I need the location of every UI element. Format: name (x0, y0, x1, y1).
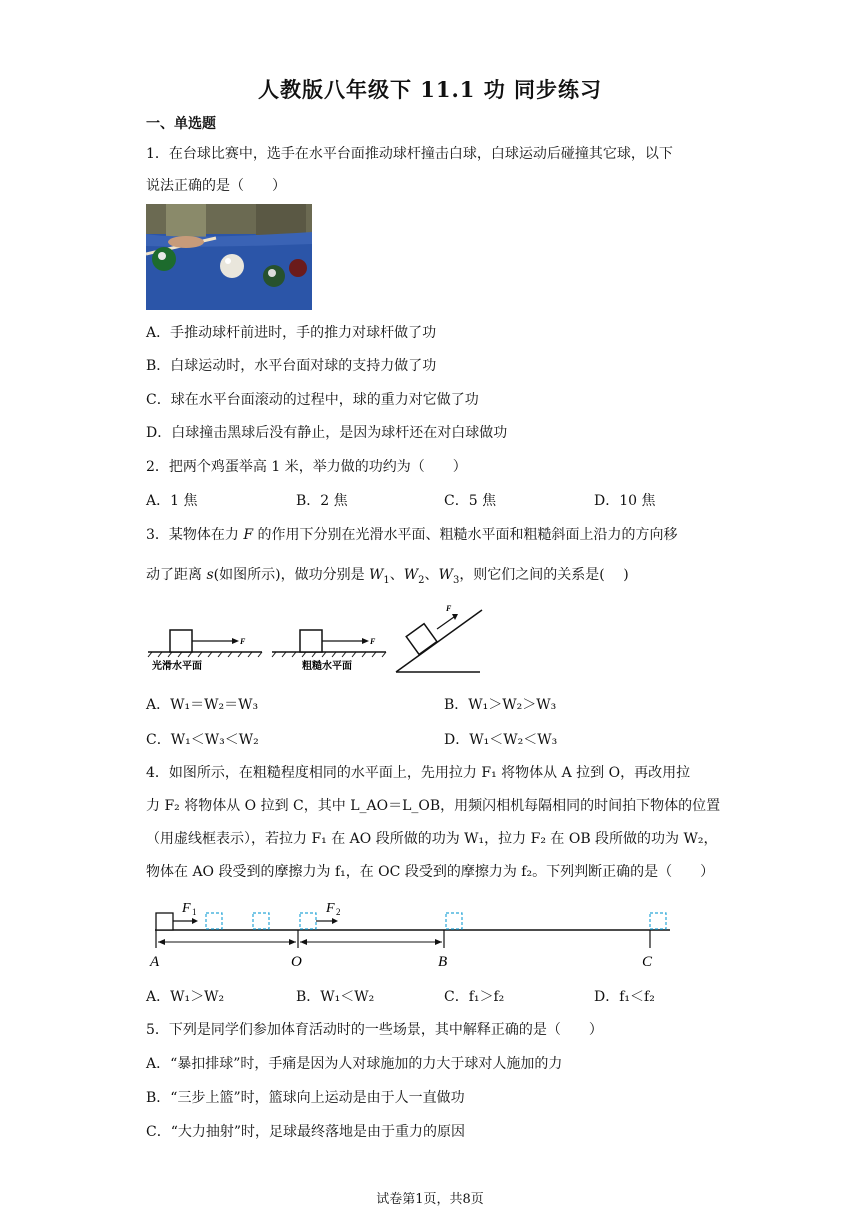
q3-label-rough: 粗糙水平面 (302, 661, 352, 672)
q1-option-d: D．白球撞击黑球后没有静止，是因为球杆还在对白球做功 (146, 425, 508, 441)
q3-force-label-3: F (446, 604, 452, 613)
q1-option-b: B．白球运动时，水平台面对球的支持力做了功 (146, 358, 437, 374)
svg-text:2: 2 (336, 907, 341, 917)
q1-option-c: C．球在水平台面滚动的过程中，球的重力对它做了功 (146, 392, 479, 408)
question-4-line-1: 4．如图所示，在粗糙程度相同的水平面上，先用拉力 F₁ 将物体从 A 拉到 O，再改用拉 (146, 765, 691, 781)
q5-option-b: B．“三步上篮”时，篮球向上运动是由于人一直做功 (146, 1090, 465, 1106)
q4-point-a: A (150, 954, 160, 970)
question-3-line-2: 动了距离 s(如图所示)，做功分别是 $W_1$、$W_2$、$W_3$，则它们之间的关系是( ) (146, 567, 629, 586)
section-heading: 一、单选题 (146, 116, 216, 132)
q4-option-c: C．f₁＞f₂ (444, 989, 505, 1005)
q1-option-a: A．手推动球杆前进时，手的推力对球杆做了功 (146, 325, 437, 341)
q4-option-a: A．W₁＞W₂ (146, 989, 225, 1005)
svg-text:1: 1 (192, 907, 197, 917)
billiards-photo (146, 204, 312, 310)
question-1-line-2: 说法正确的是（ ） (146, 178, 286, 194)
q2-option-a: A．1 焦 (146, 493, 198, 509)
q3-diagram (140, 598, 490, 678)
question-1-line-1: 1．在台球比赛中，选手在水平台面推动球杆撞击白球，白球运动后碰撞其它球，以下 (146, 146, 673, 162)
q4-point-o: O (291, 954, 302, 970)
q3-force-symbol: F (243, 527, 254, 543)
question-3-line-1: 3．某物体在力 F 的作用下分别在光滑水平面、粗糙水平面和粗糙斜面上沿力的方向移 (146, 527, 678, 543)
q5-option-a: A．“暴扣排球”时，手痛是因为人对球施加的力大于球对人施加的力 (146, 1056, 563, 1072)
question-2: 2．把两个鸡蛋举高 1 米，举力做的功约为（ ） (146, 459, 467, 475)
q3-force-label-2: F (370, 637, 376, 646)
page-footer: 试卷第1页，共8页 (376, 1192, 484, 1207)
question-4-line-2: 力 F₂ 将物体从 O 拉到 C，其中 L_AO＝L_OB，用频闪相机每隔相同的时间拍下物体的位置 (146, 798, 721, 814)
q4-point-b: B (438, 954, 448, 970)
question-4-line-3: （用虚线框表示），若拉力 F₁ 在 AO 段所做的功为 W₁，拉力 F₂ 在 OB 段所做的功为 W₂， (146, 831, 718, 847)
q5-option-c: C．“大力抽射”时，足球最终落地是由于重力的原因 (146, 1124, 466, 1140)
q4-option-b: B．W₁＜W₂ (296, 989, 375, 1005)
q2-option-d: D．10 焦 (594, 493, 656, 509)
q4-diagram (140, 898, 680, 974)
page-title: 人教版八年级下 11.1 功 同步练习 (257, 77, 603, 102)
question-5: 5．下列是同学们参加体育活动时的一些场景，其中解释正确的是（ ） (146, 1022, 603, 1038)
q4-option-d: D．f₁＜f₂ (594, 989, 655, 1005)
question-4-line-4: 物体在 AO 段受到的摩擦力为 f₁，在 OC 段受到的摩擦力为 f₂。下列判断正确的是（ ） (146, 864, 715, 880)
q2-option-c: C．5 焦 (444, 493, 497, 509)
q3-label-smooth: 光滑水平面 (152, 661, 202, 672)
q4-f1-label: F (182, 901, 191, 916)
q3-option-d: D．W₁＜W₂＜W₃ (444, 732, 558, 748)
q2-option-b: B．2 焦 (296, 493, 348, 509)
q3-option-a: A．W₁＝W₂＝W₃ (146, 697, 259, 713)
q4-point-c: C (642, 954, 653, 970)
q3-option-b: B．W₁＞W₂＞W₃ (444, 697, 557, 713)
q4-f2-label: F (326, 901, 335, 916)
q3-force-label-1: F (240, 637, 246, 646)
q3-option-c: C．W₁＜W₃＜W₂ (146, 732, 259, 748)
